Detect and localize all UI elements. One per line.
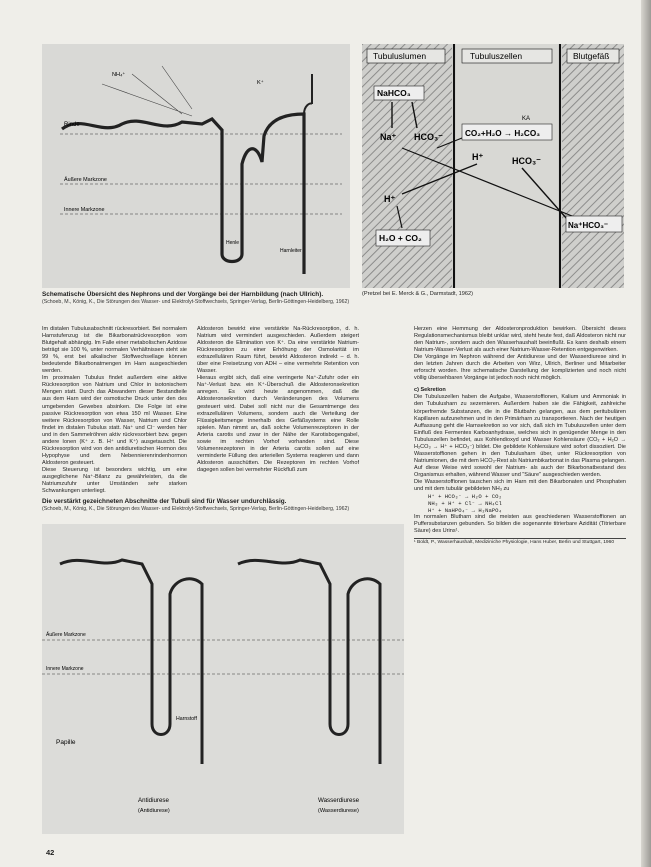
outer-medulla-label-bottom: Äußere Markzone <box>46 632 86 638</box>
papilla-label: Papille <box>56 739 76 746</box>
diuresis-comparison-diagram <box>42 524 404 834</box>
footnote: ¹ Boldt, P., Wasserhaushalt, Mediziniche Physiologie, Hans Huber, Berlin und Stuttgart, 1960 <box>414 538 626 546</box>
section-heading: c) Sekretion <box>414 387 446 394</box>
henle-label: Henle <box>226 240 240 246</box>
nh4-label: NH₄⁺ <box>112 72 126 78</box>
header-blood-vessel: Blutgefäß <box>573 51 610 61</box>
paragraph: Die Tubuluszellen haben die Aufgabe, Wasserstoffionen, Kalium und Ammoniak in den Tubulusharn zu sezernieren. Außerdem haben sie die Fähigkeit, zahlreiche körperfremde Substanzen, die in die Blutbahn gelangen, aus dem peritubulären Kapillaren aufzunehmen und in den Primärharn zu transportieren. Nach der heutigen Auffassung geht die Harnsekretion so vor sich, daß sich im Tubuluszellen unter dem Einfluß des Fermentes Karboanhydrase, welches sich in genügender Menge in den Tubuluszellen befindet, aus Kohlendioxyd und Wasser Kohlensäure (CO₂ + H₂O → H₂CO₃ → H⁺ + HCO₃⁻) bildet. Die gebildete Kohlensäure wird sofort dissoziiert. Die Wasserstoffionen gehen in den Tubulusharn über, unter Rückresorption von Natriumionen, die mit dem HCO₃-Rest als Natriumbikarbonat in das Plasma gelangen. <box>414 394 626 464</box>
paragraph: Aldosteron bewirkt eine verstärkte Na-Rückresorption, d. h. Natrium wird vermindert ausgeschieden. Außerdem steigert Aldosteron die Elimination von K⁺. Da eine verstärkte Natrium-Rückresorption zu einer Erhöhung der Osmolarität im extrazellulären Raum führt, bewirkt Aldosteron indirekt – d. h. über eine Freisetzung von ADH – eine vermehrte Retention von Wasser. <box>197 326 359 375</box>
paragraph: Im proximalen Tubulus findet außerdem eine aktive Rückresorption von Natrium und Chlor in isotonischem Mengen statt. Durch das Abwandern dieser Bestandteile aus dem Harn wird der osmotische Druck unter den des umgebenden Gewebes absinken. Die Folge ist eine passive Rückresorption von etwa 150 ml Wasser. Eine weitere Rückresorption von Wasser, Natrium und Chlor findet im distalen Tubulus statt. Na⁺ und Cl⁻ werden hier und in den Sammelröhren aktiv rückresorbiert bzw. gegen andere Ionen (K⁺ z. B. H⁺ und K⁺) ausgetauscht. Die Rückresorption wird von den antidiuretischen Hormon des Hypophyse und dem Nebennierenrindenhormon Aldosteron gesteuert. <box>42 375 187 466</box>
paragraph: Diese Steuerung ist besonders wichtig, um eine ausgeglichene Na⁺-Bilanz zu gewährleisten, da die Natriumzufuhr unter Umständen sehr starken Schwankungen unterliegt. <box>42 466 187 495</box>
paragraph: Die Wasserstoffionen tauschen sich im Harn mit den Bikarbonaten und Phosphaten und mit dem tubulär gebildeten NH₃ zu <box>414 478 626 493</box>
antidiuresis-sublabel: (Antidiurese) <box>138 808 170 814</box>
inner-medulla-label: Innere Markzone <box>64 207 105 213</box>
nephron-overview-diagram <box>42 44 350 288</box>
bottom-figure-caption <box>42 498 402 512</box>
equation: NH₃ + H⁺ + Cl⁻ → NH₄Cl <box>428 500 502 508</box>
top-left-caption <box>42 291 352 305</box>
diuresis-comparison-figure <box>42 524 404 834</box>
ka-label: KA <box>522 116 531 122</box>
ureter-label: Harnleiter <box>280 248 302 254</box>
water-diuresis-label: Wasserdiurese <box>318 797 360 804</box>
h-ion-label: H⁺ <box>384 194 396 204</box>
paragraph: Herzen eine Hemmung der Aldosteronproduktion bewirken. Übersicht dieses Regulationsmechanismus bleibt unklar wird, steht heute fest, daß Aldosteron nicht nur den Natrium-, sondern auch den Wasserhaushalt beeinflußt. Es kann deshalb einem Natrium-Wasser-Verlust als auch einer Natrium-Wasser-Retention entgegenwirken. <box>414 326 626 354</box>
scan-edge-shadow <box>641 0 651 867</box>
cortex-label: Rinde <box>64 122 80 128</box>
outer-medulla-label: Äußere Markzone <box>64 177 107 183</box>
hco3-label: HCO₃⁻ <box>414 132 443 142</box>
water-diuresis-sublabel: (Wasserdiurese) <box>318 808 359 814</box>
header-tubular-cells: Tubuluszellen <box>470 51 523 61</box>
paragraph: Im distalen Tubulusabschnitt rückresorbiert. Bei normalem Harnstufenzug ist die Bikarbonatrückresorption vom Blutgehalt abhängig. Im Falle einer metabolischen Azidose beträgt sie 100 %, unter normalen Verhältnissen steht sie 99 %, erst bei alkalischer Stoffwechsellage können bedeutende Bikarbonatmengen im Harn ausgeschieden werden. <box>42 326 187 375</box>
paragraph: Auf diese Weise wird sowohl der Natrium- als auch der Bikarbonatbestand des Organismus erhalten, während Wasser und "Säure" ausgeschieden werden. <box>414 464 626 478</box>
paragraph: Im normalen Blutharn sind die meisten aus geschiedenen Wasserstoffionen an Puffersubstanzen gebunden. So bilden die sogenannte titrierbare Azidität (Titrierbare Säure) des Urins¹. <box>414 514 626 535</box>
h-ion-cell-label: H⁺ <box>472 152 484 162</box>
bottom-caption-source: (Schoeb, M., König, K., Die Störungen des Wasser- und Elektrolyt-Stoffwechsels, Springer-Verlag, Berlin-Göttingen-Heidelberg, 1962) <box>42 505 350 512</box>
nephron-overview-figure <box>42 44 350 288</box>
top-right-caption <box>362 291 624 299</box>
antidiuresis-label: Antidiurese <box>138 797 169 804</box>
na-label: Na⁺ <box>380 132 397 142</box>
bottom-caption-title: Die verstärkt gezeichneten Abschnitte der Tubuli sind für Wasser undurchlässig. <box>42 498 287 505</box>
top-left-caption-source: (Schoeb, M., König, K., Die Störungen des Wasser- und Elektrolyt-Stoffwechsels, Springer-Verlag, Berlin-Göttingen-Heidelberg, 1962) <box>42 298 350 305</box>
page-number: 42 <box>46 848 55 857</box>
inner-medulla-label-bottom: Innere Markzone <box>46 666 84 672</box>
nahco3-label: NaHCO₃ <box>377 88 411 98</box>
text-column-left <box>42 326 187 495</box>
paragraph: Hieraus ergibt sich, daß eine verringerte Na⁺-Zufuhr oder ein Na⁺-Verlust bzw. ein K⁺-Überschuß die Aldosteronsekretion anregen. Es wird heute angenommen, daß die Aldosteronsekretion durch Veränderungen des Volumens gesteuert wird. Dabei soll nicht nur die Gesamtmenge des extrazellulären Volumens, sondern auch die Verteilung der Flüssigkeitsmenge innerhalb des Gefäßsystems eine Rolle spielen. Man nimmt an, daß solche Volumenrezeptoren in der Arteria carotis und zwar in der Nähe der Karotisbogengabel, sowie im rechten Vorhof vorhanden sind. Diese Volumenrezeptoren in der Arteria carotis sollen auf eine verminderte Füllung des arteriellen Systems reagieren und dann Aldosteron ausschütten. Die Rezeptoren im rechten Vorhof dagegen sollen bei vermehrter Rückfluß zum <box>197 375 359 473</box>
urea-label: Harnstoff <box>176 716 197 722</box>
reaction-label: CO₂+H₂O → H₂CO₃ <box>465 129 540 138</box>
nahco3-blood-label: Na⁺HCO₃⁻ <box>568 221 609 230</box>
equation: H⁺ + NaHPO₄⁻ → H₂NaPO₄ <box>428 507 502 515</box>
equation: H⁺ + HCO₃⁻ → H₂O + CO₂ <box>428 493 502 501</box>
top-left-caption-title: Schematische Übersicht des Nephrons und der Vorgänge bei der Harnbildung (nach Ullrich). <box>42 291 324 298</box>
paragraph: Die Vorgänge im Nephron während der Antidiurese und der Wasserdiurese sind in den letzten Jahren durch die Arbeiten von Wirz, Ullrich, Berliner und Mitarbeiter erforscht worden. Ihre schematische Darstellung der komplizierten und noch nicht völlig übersehbaren Vorgänge ist jedoch noch nicht möglich. <box>414 354 626 382</box>
tubule-transport-diagram <box>362 44 624 288</box>
top-right-caption-text: (Pretzel bei E. Merck & G., Darmstadt, 1962) <box>362 291 473 297</box>
hco3-cell-label: HCO₃⁻ <box>512 156 541 166</box>
header-tubular-lumen: Tubuluslumen <box>373 51 427 61</box>
h2o-co2-label: H₂O + CO₂ <box>379 233 422 243</box>
text-column-middle <box>197 326 359 474</box>
tubule-transport-figure <box>362 44 624 288</box>
text-column-right <box>414 326 626 546</box>
k-label: K⁺ <box>257 80 264 86</box>
